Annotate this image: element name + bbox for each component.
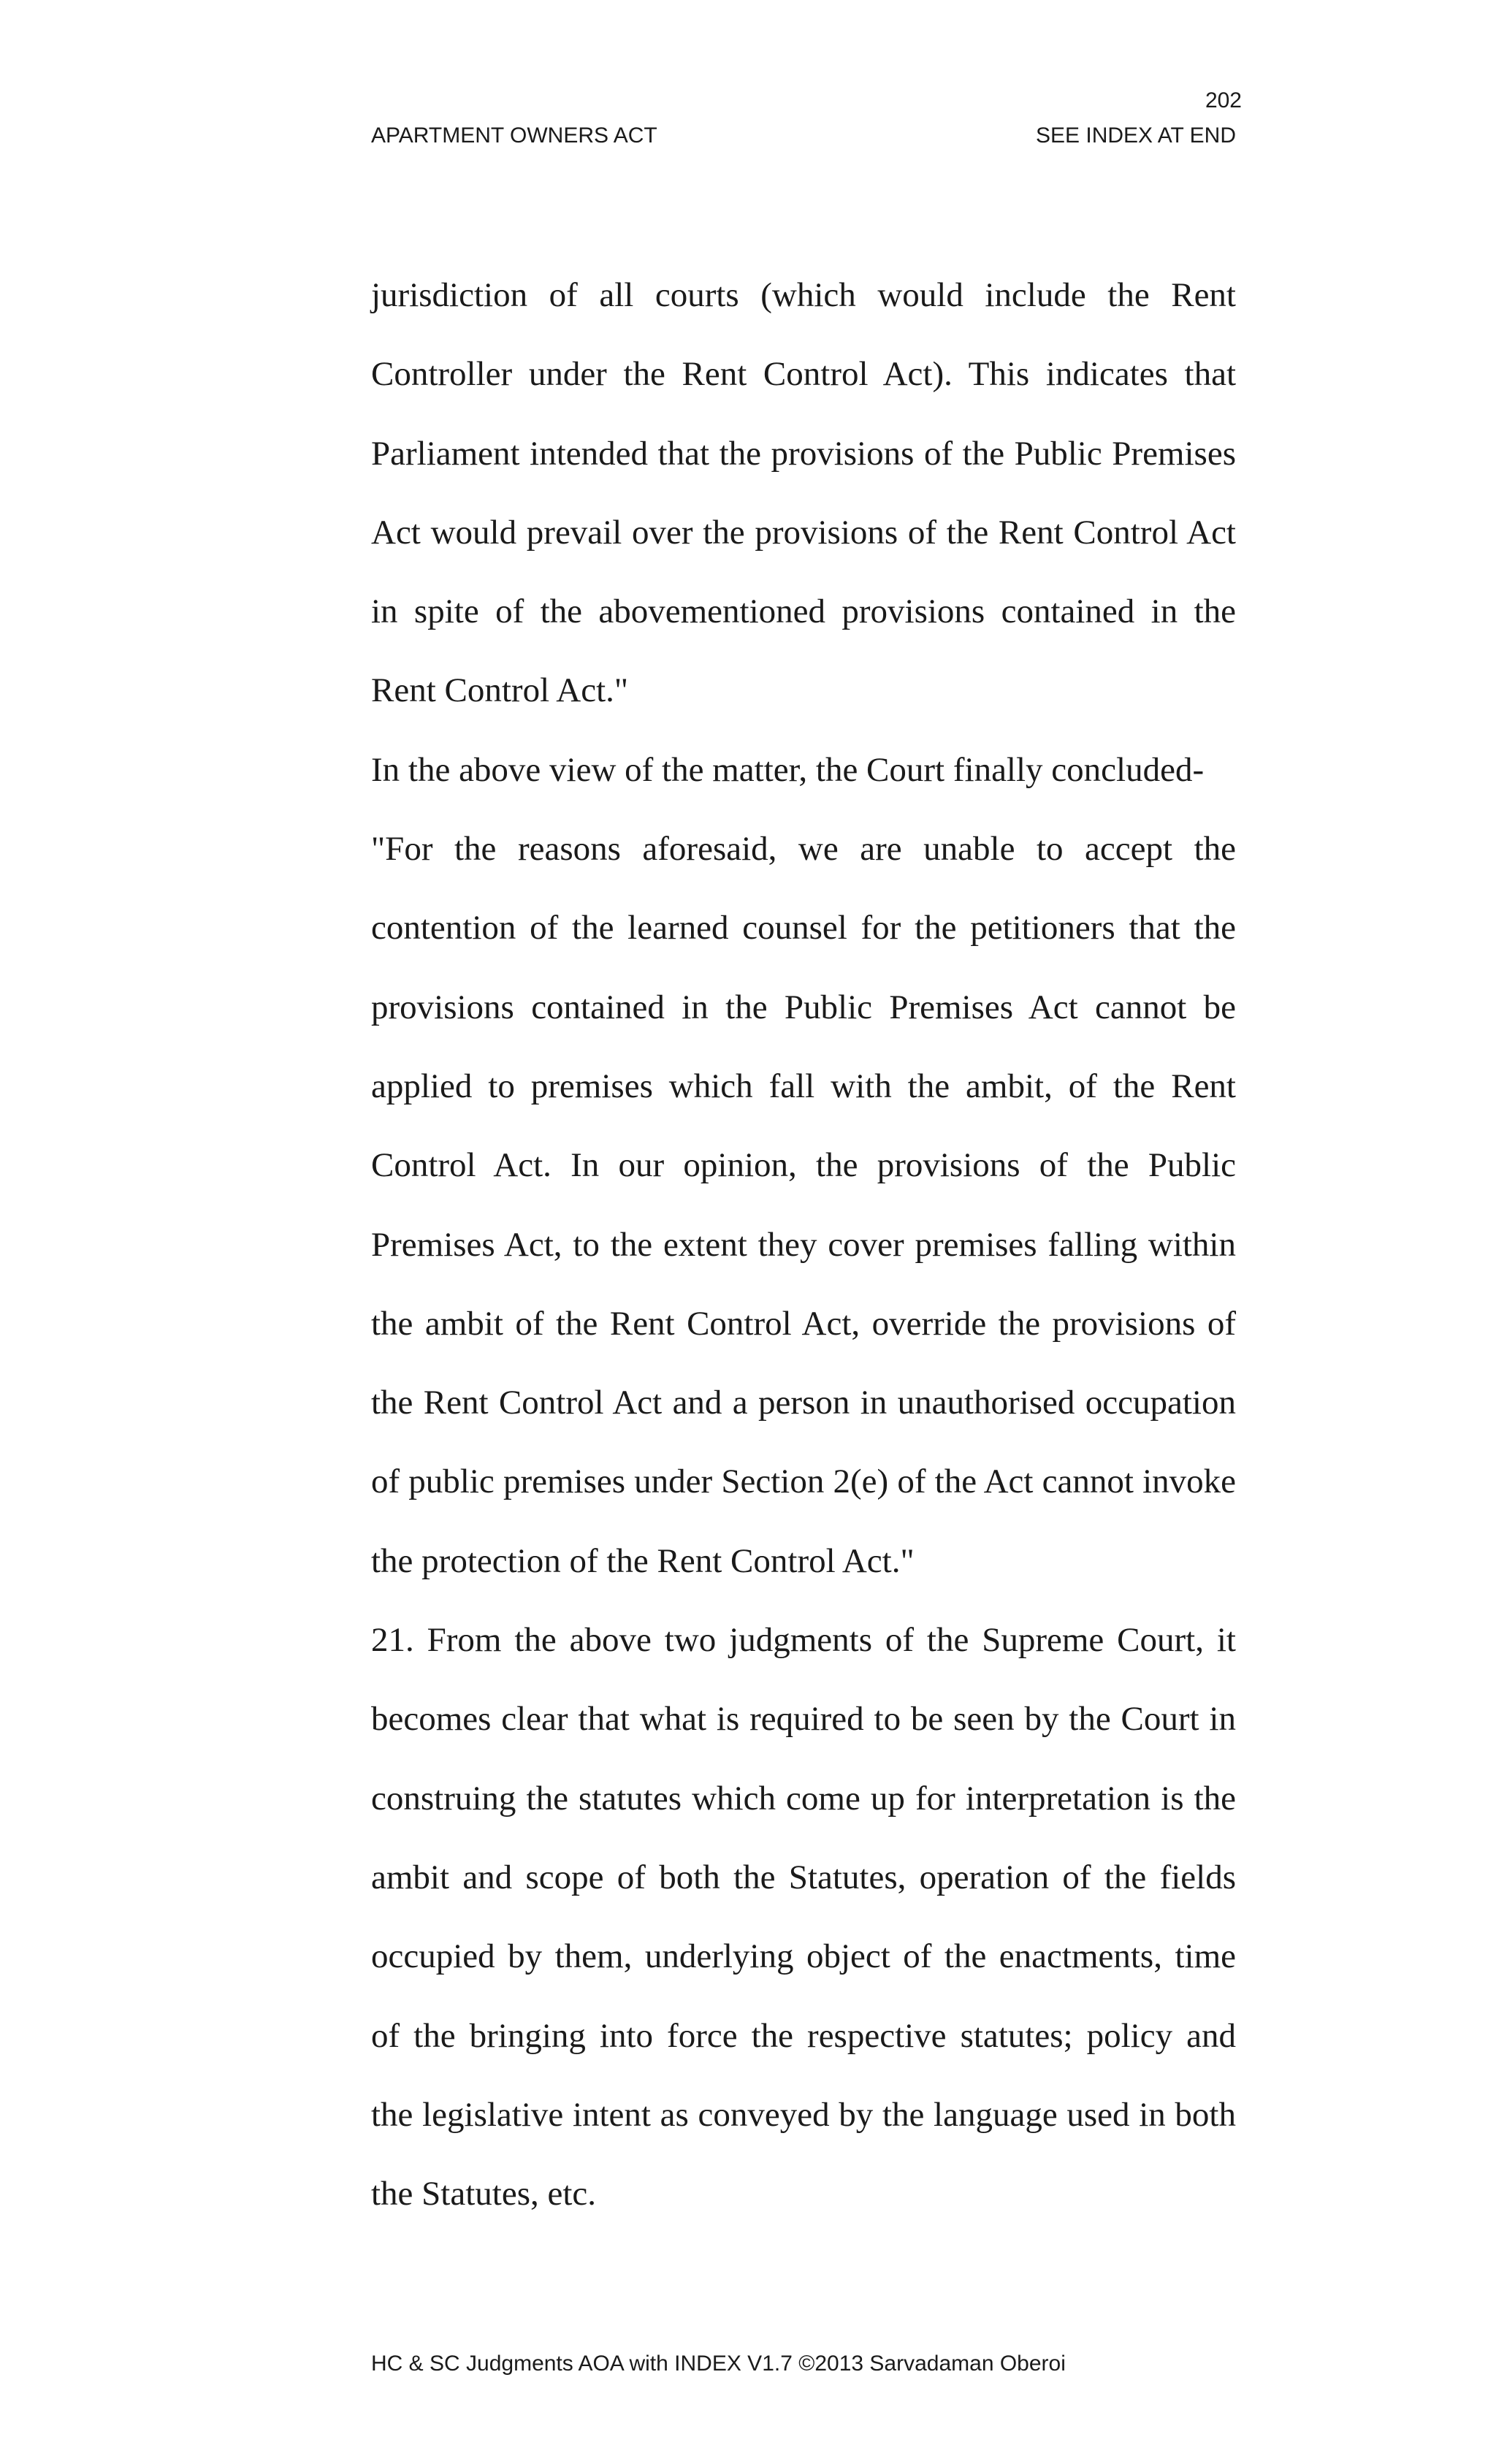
conclusion-intro-paragraph: In the above view of the matter, the Court finally concluded-: [371, 750, 1205, 789]
running-header: [371, 123, 1236, 149]
court-conclusion-quote: "For the reasons aforesaid, we are unable to accept the contention of the learned counsel for the petitioners that the provisions contained in the Public Premises Act cannot be applied to premises which fall with the ambit, of the Rent Control Act. In our opinion, the provisions of the Public Premises Act, to the extent they cover premises falling within the ambit of the Rent Control Act, override the provisions of the Rent Control Act and a person in unauthorised occupation of public premises under Section 2(e) of the Act cannot invoke the protection of the Rent Control Act.": [371, 830, 1236, 1580]
document-body: [371, 256, 1236, 2233]
header-right-note: SEE INDEX AT END: [1036, 123, 1236, 148]
paragraph-21: 21. From the above two judgments of the Supreme Court, it becomes clear that what is required to be seen by the Court in construing the statutes which come up for interpretation is the ambit and scope of both the Statutes, operation of the fields occupied by them, underlying object of the enactments, time of the bringing into force the respective statutes; policy and the legislative intent as conveyed by the language used in both the Statutes, etc.: [371, 1621, 1236, 2213]
header-left-title: APARTMENT OWNERS ACT: [371, 123, 657, 148]
page-number: 202: [1205, 88, 1242, 112]
quoted-paragraph-end: jurisdiction of all courts (which would include the Rent Controller under the Rent Control Act). This indicates that Parliament intended that the provisions of the Public Premises Act would prevail over the provisions of the Rent Control Act in spite of the abovementioned provisions contained in the Rent Control Act.": [371, 276, 1236, 710]
page-footer: HC & SC Judgments AOA with INDEX V1.7 ©2013 Sarvadaman Oberoi: [371, 2352, 1066, 2376]
